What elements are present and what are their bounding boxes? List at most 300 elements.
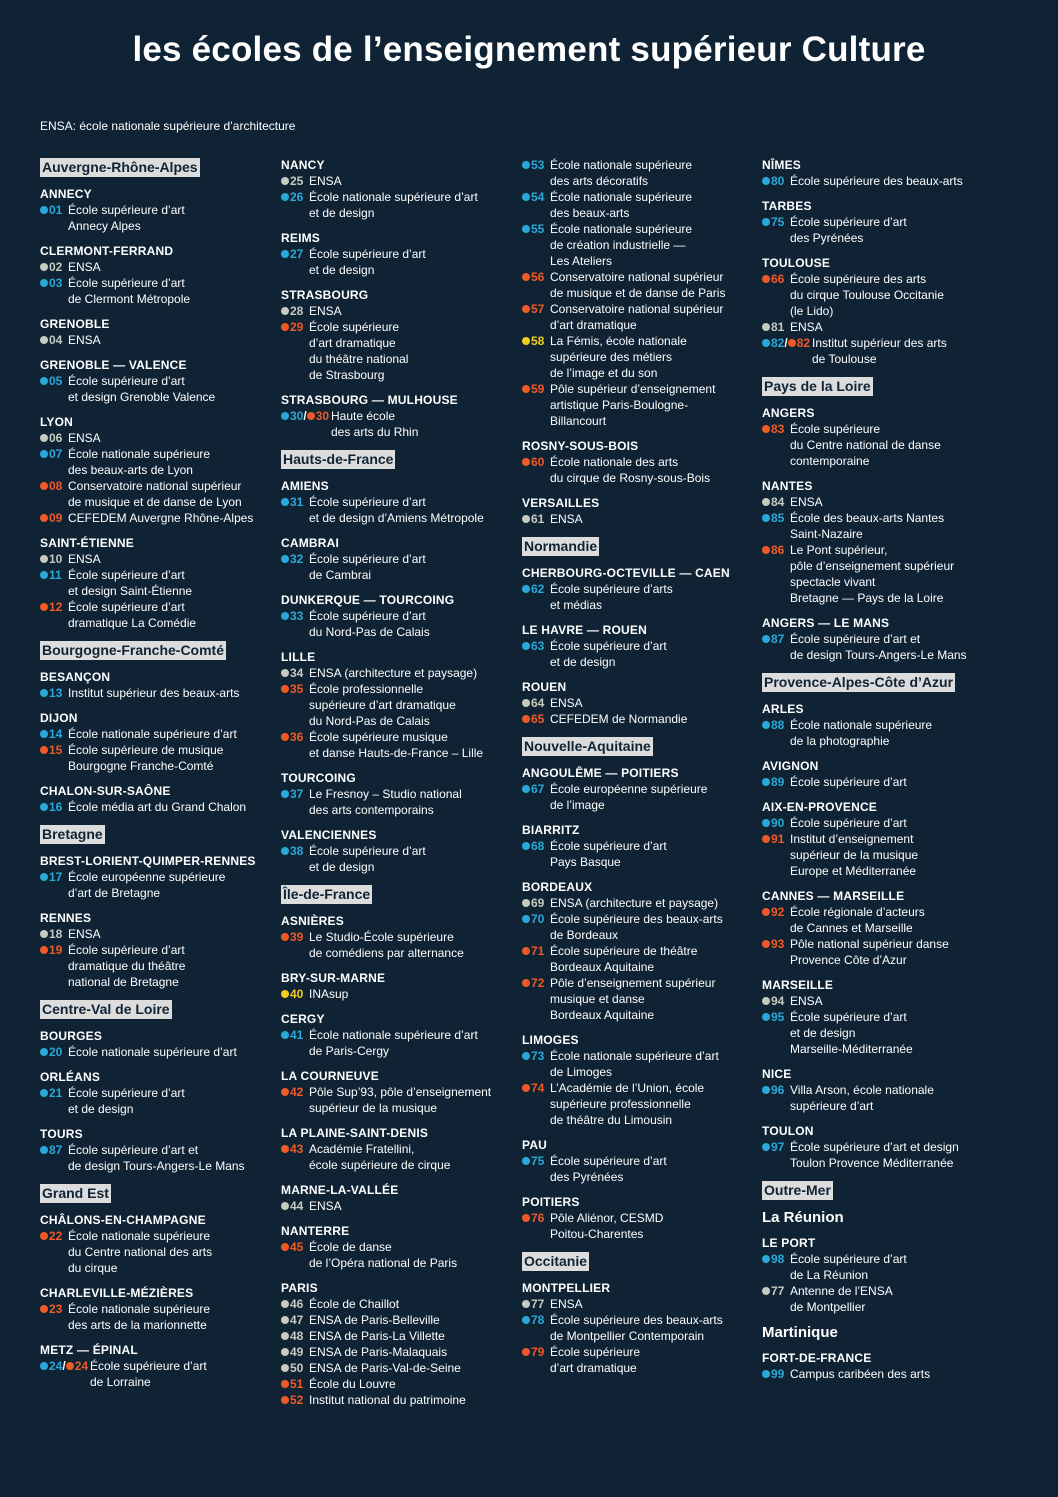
school-number <box>762 422 784 436</box>
school-entry <box>522 301 757 333</box>
school-number <box>762 215 784 229</box>
subregion-label: La Réunion <box>762 1209 844 1226</box>
city-group <box>522 765 757 813</box>
school-name: Pôle d’enseignement supérieur musique et danse Bordeaux Aquitaine <box>550 976 716 1022</box>
school-number <box>522 512 544 526</box>
school-number-text: 57 <box>531 302 545 316</box>
school-number <box>522 190 544 204</box>
school-name: Le Studio-École supérieure de comédiens par alternance <box>309 930 464 960</box>
city-name: LE PORT <box>762 1236 816 1250</box>
city-group <box>281 592 516 640</box>
school-entry <box>762 936 997 968</box>
school-name: École supérieure d’art et de design d’Amiens Métropole <box>309 495 484 525</box>
school-number-text: 43 <box>290 1142 304 1156</box>
color-dot-icon <box>762 835 770 843</box>
school-number-text: 88 <box>771 718 785 732</box>
school-number-group <box>522 838 544 854</box>
school-name: École nationale supérieure des beaux-arts <box>550 190 693 220</box>
school-name: École supérieure de théâtre Bordeaux Aquitaine <box>550 944 698 974</box>
color-dot-icon <box>66 1362 74 1370</box>
school-name: Institut supérieur des arts de Toulouse <box>812 336 947 366</box>
color-dot-icon <box>762 1013 770 1021</box>
school-number-text: 95 <box>771 1010 785 1024</box>
city-group <box>762 758 997 790</box>
region-label: Normandie <box>524 538 598 554</box>
city-group <box>281 1223 516 1271</box>
school-number-group <box>522 943 544 959</box>
school-name: La Fémis, école nationale supérieure des métiers de l’image et du son <box>550 334 687 380</box>
school-number-text: 20 <box>49 1045 63 1059</box>
school-name: École supérieure des beaux-arts <box>790 174 963 188</box>
school-number <box>281 1361 303 1375</box>
color-dot-icon <box>281 1202 289 1210</box>
school-number-group <box>281 319 303 335</box>
school-entry <box>40 599 275 631</box>
school-number <box>281 1199 303 1213</box>
school-name: ENSA <box>68 333 101 347</box>
school-name: École supérieure d’art et design Toulon Provence Méditerranée <box>790 1140 959 1170</box>
school-number-text: 71 <box>531 944 545 958</box>
school-entry <box>522 1312 757 1344</box>
color-dot-icon <box>40 746 48 754</box>
school-number-text: 37 <box>290 787 304 801</box>
school-entry <box>40 926 275 942</box>
city-group <box>281 1068 516 1116</box>
city-group <box>40 710 275 774</box>
school-number <box>40 727 62 741</box>
school-name: École nationale supérieure d’art <box>68 1045 237 1059</box>
city-group <box>522 565 757 613</box>
city-name: CERGY <box>281 1012 325 1026</box>
school-number <box>281 320 303 334</box>
school-name: École des beaux-arts Nantes Saint-Nazaire <box>790 511 945 541</box>
school-number-text: 28 <box>290 304 304 318</box>
school-number-text: 78 <box>531 1313 545 1327</box>
city-name: TOURCOING <box>281 771 356 785</box>
school-number-text: 75 <box>531 1154 545 1168</box>
color-dot-icon <box>788 339 796 347</box>
school-number-text: 49 <box>290 1345 304 1359</box>
school-name: Pôle national supérieur danse Provence Côte d’Azur <box>790 937 949 967</box>
school-name: ENSA <box>550 1297 583 1311</box>
school-entry <box>522 269 757 301</box>
school-number-text: 27 <box>290 247 304 261</box>
school-name: ENSA de Paris-La Villette <box>309 1329 445 1343</box>
school-name: Villa Arson, école nationale supérieure d’art <box>790 1083 934 1113</box>
school-entry <box>762 214 997 246</box>
school-entry <box>40 742 275 774</box>
school-number-group <box>522 301 544 317</box>
school-number <box>40 1086 62 1100</box>
school-number <box>762 1367 784 1381</box>
school-entry <box>40 332 275 348</box>
color-dot-icon <box>281 1300 289 1308</box>
school-number-text: 19 <box>49 943 63 957</box>
color-dot-icon <box>281 1145 289 1153</box>
city-group <box>762 157 997 189</box>
school-name: École européenne supérieure de l’image <box>550 782 708 812</box>
school-name: École supérieure d’arts et médias <box>550 582 673 612</box>
color-dot-icon <box>40 930 48 938</box>
city-group <box>40 669 275 701</box>
city-name: METZ — ÉPINAL <box>40 1343 138 1357</box>
school-number-group <box>762 1251 784 1267</box>
school-number-group <box>522 189 544 205</box>
city-name: MARNE-LA-VALLÉE <box>281 1183 399 1197</box>
city-name: CAMBRAI <box>281 536 340 550</box>
school-number <box>522 1211 544 1225</box>
school-entry <box>281 551 516 583</box>
school-number-text: 10 <box>49 552 63 566</box>
city-group <box>40 414 275 526</box>
school-number-group <box>281 303 303 319</box>
school-name: École supérieure d’art et de design <box>309 247 426 277</box>
color-dot-icon <box>281 193 289 201</box>
school-number-text: 24 <box>49 1359 63 1373</box>
school-number-text: 40 <box>290 987 304 1001</box>
school-number-text: 46 <box>290 1297 304 1311</box>
region-label: Provence-Alpes-Côte d’Azur <box>764 674 954 690</box>
school-entry <box>281 1198 516 1214</box>
school-number-text: 79 <box>531 1345 545 1359</box>
school-name: École nationale supérieure d’art <box>68 727 237 741</box>
school-entry <box>281 729 516 761</box>
school-entry <box>762 1082 997 1114</box>
school-number <box>522 1049 544 1063</box>
school-number <box>522 639 544 653</box>
color-dot-icon <box>522 979 530 987</box>
city-name: GRENOBLE <box>40 317 110 331</box>
school-entry <box>281 1141 516 1173</box>
school-name: École de Chaillot <box>309 1297 400 1311</box>
school-number-text: 85 <box>771 511 785 525</box>
slash-separator: / <box>62 1359 66 1373</box>
color-dot-icon <box>281 1316 289 1324</box>
color-dot-icon <box>281 790 289 798</box>
school-entry <box>281 1296 516 1312</box>
school-number-group <box>522 221 544 237</box>
color-dot-icon <box>762 940 770 948</box>
school-entry <box>522 781 757 813</box>
school-number-text: 38 <box>290 844 304 858</box>
city-name: DUNKERQUE — TOURCOING <box>281 593 455 607</box>
color-dot-icon <box>40 263 48 271</box>
city-group <box>762 615 997 663</box>
school-number-group <box>762 214 784 230</box>
page-title: les écoles de l’enseignement supérieur Culture <box>132 30 926 69</box>
school-number-text: 04 <box>49 333 63 347</box>
school-number <box>281 987 303 1001</box>
school-name: CEFEDEM de Normandie <box>550 712 688 726</box>
school-name: INAsup <box>309 987 349 1001</box>
school-entry <box>522 157 757 189</box>
city-name: VALENCIENNES <box>281 828 377 842</box>
city-name: AIX-EN-PROVENCE <box>762 800 878 814</box>
school-name: ENSA <box>790 994 823 1008</box>
school-number-text: 94 <box>771 994 785 1008</box>
school-entry <box>281 1376 516 1392</box>
city-group <box>281 157 516 221</box>
school-entry <box>40 942 275 990</box>
city-name: NICE <box>762 1067 792 1081</box>
school-name: École de danse de l’Opéra national de Paris <box>309 1240 458 1270</box>
school-name: École supérieure d’art des Pyrénées <box>790 215 907 245</box>
color-dot-icon <box>281 1088 289 1096</box>
school-entry <box>281 246 516 278</box>
school-entry <box>281 189 516 221</box>
city-group <box>40 910 275 990</box>
school-number <box>762 174 784 188</box>
city-group <box>522 1032 757 1128</box>
school-name: Académie Fratellini, école supérieure de cirque <box>309 1142 451 1172</box>
school-number-group <box>762 936 784 952</box>
school-entry <box>281 986 516 1002</box>
school-number <box>522 912 544 926</box>
school-number-group <box>281 1392 303 1408</box>
city-group <box>522 157 757 429</box>
city-name: MONTPELLIER <box>522 1281 611 1295</box>
school-number-group <box>522 333 544 349</box>
school-number-text: 77 <box>531 1297 545 1311</box>
school-name: École supérieure d’art de Cambrai <box>309 552 426 582</box>
city-name: BIARRITZ <box>522 823 580 837</box>
city-name: LIMOGES <box>522 1033 579 1047</box>
color-dot-icon <box>281 412 289 420</box>
school-entry <box>522 381 757 429</box>
abbreviation-note: ENSA: école nationale supérieure d’architecture <box>40 119 296 133</box>
school-entry <box>762 510 997 542</box>
school-number-group <box>281 173 303 189</box>
city-name: BREST-LORIENT-QUIMPER-RENNES <box>40 854 256 868</box>
school-number-group <box>281 1360 303 1376</box>
school-number-text: 81 <box>771 320 785 334</box>
color-dot-icon <box>40 482 48 490</box>
city-name: CHÂLONS-EN-CHAMPAGNE <box>40 1213 206 1227</box>
school-entry <box>762 1251 997 1283</box>
city-group <box>762 1123 997 1171</box>
school-number <box>281 1142 303 1156</box>
column-4 <box>762 157 997 1391</box>
school-number <box>40 870 62 884</box>
city-group <box>762 198 997 246</box>
school-number <box>40 1143 62 1157</box>
school-number-text: 62 <box>531 582 545 596</box>
school-entry <box>522 638 757 670</box>
school-number <box>522 976 544 990</box>
school-number-text: 30 <box>290 409 304 423</box>
school-number-group <box>281 1376 303 1392</box>
school-name: L’Académie de l’Union, école supérieure professionnelle de théâtre du Limousin <box>550 1081 705 1127</box>
color-dot-icon <box>522 1214 530 1222</box>
city-name: STRASBOURG — MULHOUSE <box>281 393 458 407</box>
city-group <box>40 1126 275 1174</box>
school-number-text: 60 <box>531 455 545 469</box>
city-group <box>40 535 275 631</box>
school-entry <box>281 408 516 440</box>
color-dot-icon <box>281 1243 289 1251</box>
school-entry <box>40 202 275 234</box>
city-group <box>522 879 757 1023</box>
school-entry <box>281 303 516 319</box>
color-dot-icon <box>40 514 48 522</box>
school-number-text: 36 <box>290 730 304 744</box>
city-name: CHALON-SUR-SAÔNE <box>40 784 171 798</box>
school-entry <box>40 430 275 446</box>
school-number <box>762 816 784 830</box>
school-number-text: 67 <box>531 782 545 796</box>
color-dot-icon <box>522 305 530 313</box>
school-name: École supérieure d’art <box>790 775 907 789</box>
school-number-text: 47 <box>290 1313 304 1327</box>
school-number-group <box>40 478 62 494</box>
color-dot-icon <box>762 1287 770 1295</box>
school-number-group <box>281 1344 303 1360</box>
city-name: ROSNY-SOUS-BOIS <box>522 439 639 453</box>
school-number <box>40 552 62 566</box>
school-number <box>522 455 544 469</box>
school-name: École supérieure de musique Bourgogne Franche-Comté <box>68 743 224 773</box>
school-number-text: 05 <box>49 374 63 388</box>
school-number-group <box>522 157 544 173</box>
color-dot-icon <box>762 425 770 433</box>
school-number-text: 29 <box>290 320 304 334</box>
color-dot-icon <box>40 803 48 811</box>
school-number-group <box>40 742 62 758</box>
school-name: École supérieure d’art dramatique La Comédie <box>68 600 197 630</box>
school-number-text: 33 <box>290 609 304 623</box>
school-name: École nationale supérieure d’art et de design <box>309 190 478 220</box>
school-entry <box>281 1344 516 1360</box>
school-number <box>281 304 303 318</box>
school-number-group <box>522 695 544 711</box>
school-name: École supérieure d’art de Clermont Métropole <box>68 276 191 306</box>
city-name: VERSAILLES <box>522 496 600 510</box>
school-entry <box>762 904 997 936</box>
school-number-text: 11 <box>49 568 62 582</box>
city-group <box>281 535 516 583</box>
school-number-group <box>522 711 544 727</box>
color-dot-icon <box>522 642 530 650</box>
school-entry <box>522 189 757 221</box>
school-name: École nationale supérieure d’art de Limoges <box>550 1049 719 1079</box>
school-number-text: 74 <box>531 1081 545 1095</box>
school-number-text: 41 <box>290 1028 304 1042</box>
school-number-group <box>40 332 62 348</box>
school-number <box>522 782 544 796</box>
school-number-group <box>40 926 62 942</box>
school-entry <box>40 551 275 567</box>
city-group <box>40 1028 275 1060</box>
school-name: École nationale supérieure des arts décoratifs <box>550 158 693 188</box>
school-name: Conservatoire national supérieur d’art dramatique <box>550 302 724 332</box>
color-dot-icon <box>281 685 289 693</box>
school-entry <box>281 173 516 189</box>
school-entry <box>40 478 275 510</box>
school-number <box>40 943 62 957</box>
school-name: École média art du Grand Chalon <box>68 800 247 814</box>
school-number <box>40 447 62 461</box>
color-dot-icon <box>762 275 770 283</box>
school-number-text: 90 <box>771 816 785 830</box>
school-entry <box>522 1080 757 1128</box>
school-number-group <box>40 599 62 615</box>
school-number-group <box>522 1153 544 1169</box>
school-number <box>281 247 303 261</box>
color-dot-icon <box>40 1362 48 1370</box>
subregion-label: Martinique <box>762 1324 838 1341</box>
school-number <box>522 944 544 958</box>
school-name: ENSA (architecture et paysage) <box>550 896 719 910</box>
school-number <box>40 479 62 493</box>
school-number-group <box>281 1141 303 1157</box>
school-number <box>281 1028 303 1042</box>
school-number-group <box>40 726 62 742</box>
school-name: École supérieure d’art dramatique du théâtre national de Strasbourg <box>309 320 409 382</box>
city-name: NANTERRE <box>281 1224 350 1238</box>
school-number <box>762 1284 784 1298</box>
school-number <box>522 1154 544 1168</box>
school-name: École supérieure d’art et de design Tours-Angers-Le Mans <box>68 1143 245 1173</box>
city-group <box>40 1285 275 1333</box>
school-entry <box>522 1153 757 1185</box>
school-number-text: 53 <box>531 158 545 172</box>
city-name: LYON <box>40 415 74 429</box>
school-number-text: 24 <box>74 1359 89 1373</box>
color-dot-icon <box>522 842 530 850</box>
school-name: ENSA <box>309 1199 342 1213</box>
school-number-text: 50 <box>290 1361 304 1375</box>
school-number <box>40 276 62 290</box>
color-dot-icon <box>40 434 48 442</box>
city-group <box>40 853 275 901</box>
school-number-group <box>281 1239 303 1255</box>
city-group <box>522 679 757 727</box>
school-name: Haute école des arts du Rhin <box>331 409 419 439</box>
school-number-text: 98 <box>771 1252 785 1266</box>
school-number-group <box>40 1358 88 1374</box>
color-dot-icon <box>281 498 289 506</box>
school-number-text: 42 <box>290 1085 304 1099</box>
school-number <box>522 582 544 596</box>
school-number-group <box>281 494 303 510</box>
region-label: Auvergne-Rhône-Alpes <box>42 159 198 175</box>
school-number-text: 14 <box>49 727 63 741</box>
school-number <box>762 937 784 951</box>
city-group <box>40 783 275 815</box>
school-number-text: 87 <box>49 1143 63 1157</box>
color-dot-icon <box>762 1370 770 1378</box>
school-number-text: 55 <box>531 222 545 236</box>
color-dot-icon <box>522 1316 530 1324</box>
color-dot-icon <box>762 546 770 554</box>
school-entry <box>281 1312 516 1328</box>
school-name: École européenne supérieure d’art de Bretagne <box>68 870 226 900</box>
school-number-group <box>40 551 62 567</box>
school-number-text: 69 <box>531 896 545 910</box>
school-entry <box>762 717 997 749</box>
school-number-group <box>40 275 62 291</box>
school-name: École supérieure d’art et de design Marseille-Méditerranée <box>790 1010 913 1056</box>
school-number <box>788 336 810 350</box>
school-number <box>281 495 303 509</box>
city-name: PAU <box>522 1138 548 1152</box>
school-number-text: 06 <box>49 431 63 445</box>
city-name: BORDEAUX <box>522 880 593 894</box>
school-number <box>522 302 544 316</box>
color-dot-icon <box>522 1052 530 1060</box>
color-dot-icon <box>281 847 289 855</box>
color-dot-icon <box>281 733 289 741</box>
